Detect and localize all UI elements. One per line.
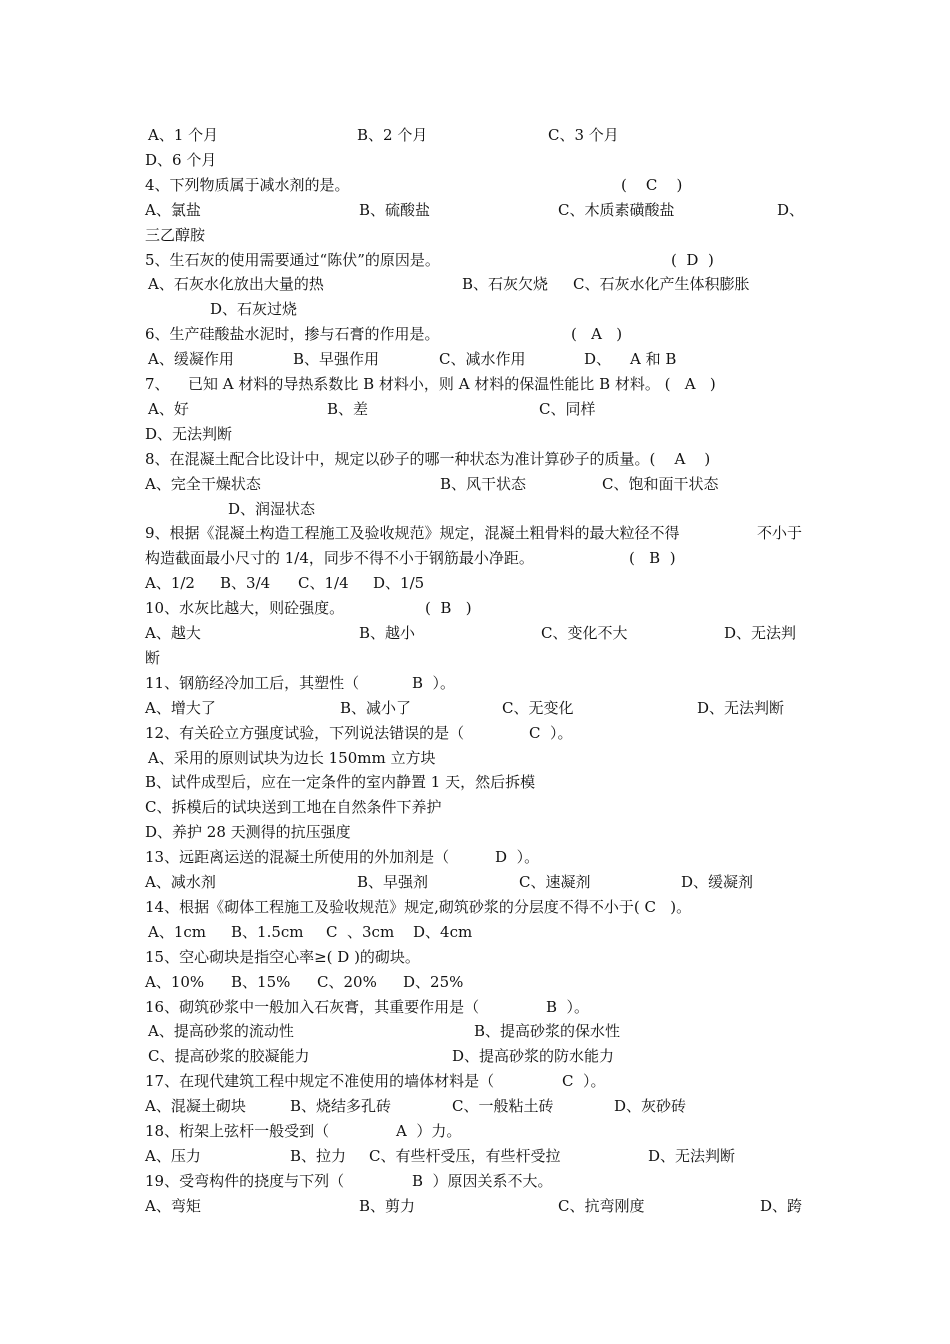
text-line — [0, 347, 950, 372]
text-segment: D、养护 28 天测得的抗压强度 — [145, 823, 351, 842]
text-segment: 17、在现代建筑工程中规定不准使用的墙体材料是（ — [145, 1072, 495, 1091]
text-line — [0, 970, 950, 995]
text-segment: B、提高砂浆的保水性 — [474, 1022, 621, 1041]
text-segment: 7、 — [145, 375, 170, 393]
text-segment: 断 — [145, 648, 161, 667]
text-segment: C、1/4 — [298, 574, 349, 593]
text-segment: D、无法判断 — [648, 1146, 736, 1165]
text-segment: A、好 — [148, 399, 189, 418]
text-segment: 16、砌筑砂浆中一般加入石灰膏，其重要作用是（ — [145, 997, 480, 1016]
text-line — [0, 1094, 950, 1119]
text-segment: 8、在混凝土配合比设计中，规定以砂子的哪一种状态为准计算砂子的质量。( A ) — [145, 449, 711, 468]
text-segment: B、1.5cm — [231, 922, 304, 941]
text-segment: C、有些杆受压，有些杆受拉 — [369, 1146, 561, 1165]
text-segment: B ）。 — [412, 673, 456, 692]
text-segment: A、氯盐 — [145, 200, 201, 219]
text-segment: 构造截面最小尺寸的 1/4，同步不得不小于钢筋最小净距。 — [145, 549, 534, 568]
text-line — [0, 521, 950, 546]
text-line — [0, 422, 950, 447]
text-line — [0, 596, 950, 621]
text-segment: 13、远距离运送的混凝土所使用的外加剂是（ — [145, 848, 450, 867]
text-segment: B、15% — [231, 972, 291, 991]
text-line — [0, 1069, 950, 1094]
text-segment: B、3/4 — [220, 574, 271, 593]
text-segment: D、无法判断 — [697, 698, 785, 717]
text-segment: D、无法判断 — [145, 424, 233, 443]
text-segment: A、提高砂浆的流动性 — [148, 1022, 294, 1041]
text-line — [0, 297, 950, 322]
text-line — [0, 322, 950, 347]
text-segment: ( B ) — [629, 549, 676, 568]
text-segment: ( D ) — [671, 250, 714, 269]
text-line — [0, 696, 950, 721]
text-segment: C、木质素磺酸盐 — [558, 200, 675, 219]
text-segment: B、试件成型后，应在一定条件的室内静置 1 天，然后拆模 — [145, 773, 536, 792]
text-line — [0, 123, 950, 148]
text-segment: B、差 — [327, 399, 369, 418]
text-segment: A、完全干燥状态 — [145, 474, 261, 493]
text-segment: 11、钢筋经冷加工后，其塑性（ — [145, 673, 360, 692]
text-line — [0, 945, 950, 970]
text-segment: D、4cm — [413, 922, 473, 941]
text-line — [0, 372, 950, 397]
text-segment: A、增大了 — [145, 698, 216, 717]
text-segment: B、减小了 — [340, 698, 412, 717]
text-line — [0, 447, 950, 472]
text-line — [0, 472, 950, 497]
text-segment: C ）。 — [529, 723, 573, 742]
text-segment: 10、水灰比越大，则砼强度。 — [145, 599, 345, 618]
text-segment: B、早强作用 — [293, 350, 380, 369]
text-segment: B、石灰欠烧 — [462, 275, 549, 294]
text-line — [0, 272, 950, 297]
text-line — [0, 870, 950, 895]
text-segment: C、无变化 — [502, 698, 574, 717]
text-segment: C、减水作用 — [439, 350, 526, 369]
text-segment: 4、下列物质属于减水剂的是。 — [145, 175, 350, 194]
text-segment: D、石灰过烧 — [210, 300, 298, 319]
text-segment: D ）。 — [495, 848, 540, 867]
text-segment: 三乙醇胺 — [145, 225, 206, 244]
text-segment: D、 — [584, 350, 612, 369]
text-segment: ( C ) — [621, 175, 683, 194]
text-line — [0, 497, 950, 522]
text-line — [0, 646, 950, 671]
text-segment: C、变化不大 — [541, 624, 628, 642]
text-line — [0, 1169, 950, 1194]
text-line — [0, 995, 950, 1020]
text-segment: D、25% — [403, 972, 464, 991]
text-line — [0, 1019, 950, 1044]
text-segment: A、1cm — [148, 922, 207, 941]
text-line — [0, 397, 950, 422]
text-segment: B、剪力 — [359, 1196, 416, 1215]
text-line — [0, 571, 950, 596]
text-line — [0, 546, 950, 571]
text-line — [0, 1119, 950, 1144]
text-segment: D、无法判 — [724, 624, 797, 642]
text-segment: B、2 个月 — [357, 126, 428, 144]
text-segment: C ）。 — [562, 1072, 606, 1091]
text-segment: 6、生产硅酸盐水泥时，掺与石膏的作用是。 — [145, 325, 440, 344]
text-segment: ( B ) — [425, 599, 472, 618]
text-segment: C、3 个月 — [548, 126, 619, 144]
text-segment: C、拆模后的试块送到工地在自然条件下养护 — [145, 798, 442, 817]
text-segment: D、6 个月 — [145, 150, 217, 169]
text-segment: 9、根据《混凝土构造工程施工及验收规范》规定，混凝土粗骨料的最大粒径不得 — [145, 524, 680, 543]
text-segment: A、1 个月 — [148, 126, 219, 144]
text-line — [0, 248, 950, 273]
text-segment: ( A ) — [571, 325, 623, 344]
text-segment: 14、根据《砌体工程施工及验收规范》规定,砌筑砂浆的分层度不得不小于( C )。 — [145, 897, 692, 916]
text-segment: 不小于 — [757, 524, 803, 543]
text-segment: A、10% — [145, 972, 205, 991]
text-segment: D、 — [777, 200, 805, 219]
text-segment: A、减水剂 — [145, 873, 216, 891]
text-line — [0, 1044, 950, 1069]
text-segment: C、石灰水化产生体积膨胀 — [573, 275, 750, 294]
text-segment: 5、生石灰的使用需要通过“陈伏”的原因是。 — [145, 250, 440, 269]
text-line — [0, 845, 950, 870]
text-segment: B、拉力 — [290, 1146, 347, 1165]
text-segment: D、1/5 — [373, 574, 425, 593]
text-line — [0, 223, 950, 248]
text-segment: C、一般粘土砖 — [452, 1097, 554, 1116]
text-segment: A、石灰水化放出大量的热 — [148, 275, 324, 294]
text-line — [0, 621, 950, 646]
text-segment: A ）力。 — [396, 1122, 462, 1140]
text-line — [0, 746, 950, 771]
text-segment: A、压力 — [145, 1146, 201, 1165]
text-segment: 19、受弯构件的挠度与下列（ — [145, 1171, 345, 1190]
text-segment: D、缓凝剂 — [681, 873, 754, 891]
text-segment: B、硫酸盐 — [359, 200, 431, 219]
text-segment: C、提高砂浆的胶凝能力 — [148, 1047, 310, 1066]
text-line — [0, 1194, 950, 1219]
text-segment: A、混凝土砌块 — [145, 1097, 246, 1116]
text-segment: B ）。 — [546, 997, 590, 1016]
text-line — [0, 920, 950, 945]
text-segment: D、提高砂浆的防水能力 — [452, 1047, 615, 1066]
text-segment: A、缓凝作用 — [148, 350, 234, 369]
text-segment: B、早强剂 — [357, 873, 429, 891]
text-line — [0, 895, 950, 920]
text-line — [0, 671, 950, 696]
text-line — [0, 198, 950, 223]
text-segment: B、烧结多孔砖 — [290, 1097, 392, 1116]
text-segment: D、润湿状态 — [228, 499, 316, 518]
text-line — [0, 173, 950, 198]
text-segment: C 、3cm — [326, 922, 395, 941]
text-segment: 12、有关砼立方强度试验，下列说法错误的是（ — [145, 723, 465, 742]
text-segment: A 和 B — [630, 350, 677, 369]
text-segment: C、饱和面干状态 — [602, 474, 719, 493]
text-segment: D、灰砂砖 — [614, 1097, 687, 1116]
text-line — [0, 770, 950, 795]
text-segment: B、越小 — [359, 624, 416, 642]
text-segment: 15、空心砌块是指空心率≥( D )的砌块。 — [145, 947, 420, 966]
text-line — [0, 795, 950, 820]
text-segment: A、1/2 — [145, 574, 195, 593]
text-segment: 已知 A 材料的导热系数比 B 材料小，则 A 材料的保温性能比 B 材料。 ( A ) — [188, 375, 716, 393]
text-segment: D、跨 — [760, 1196, 803, 1215]
text-line — [0, 1144, 950, 1169]
text-line — [0, 148, 950, 173]
text-segment: C、同样 — [539, 399, 596, 418]
text-segment: 18、桁架上弦杆一般受到（ — [145, 1122, 330, 1140]
text-segment: C、20% — [317, 972, 377, 991]
text-segment: A、采用的原则试块为边长 150mm 立方块 — [148, 748, 436, 767]
text-segment: A、弯矩 — [145, 1196, 201, 1215]
text-segment: B ）原因关系不大。 — [412, 1171, 553, 1190]
text-segment: C、速凝剂 — [519, 873, 591, 891]
text-line — [0, 820, 950, 845]
text-segment: A、越大 — [145, 624, 201, 642]
text-segment: B、风干状态 — [440, 474, 527, 493]
text-line — [0, 721, 950, 746]
text-segment: C、抗弯刚度 — [558, 1196, 645, 1215]
